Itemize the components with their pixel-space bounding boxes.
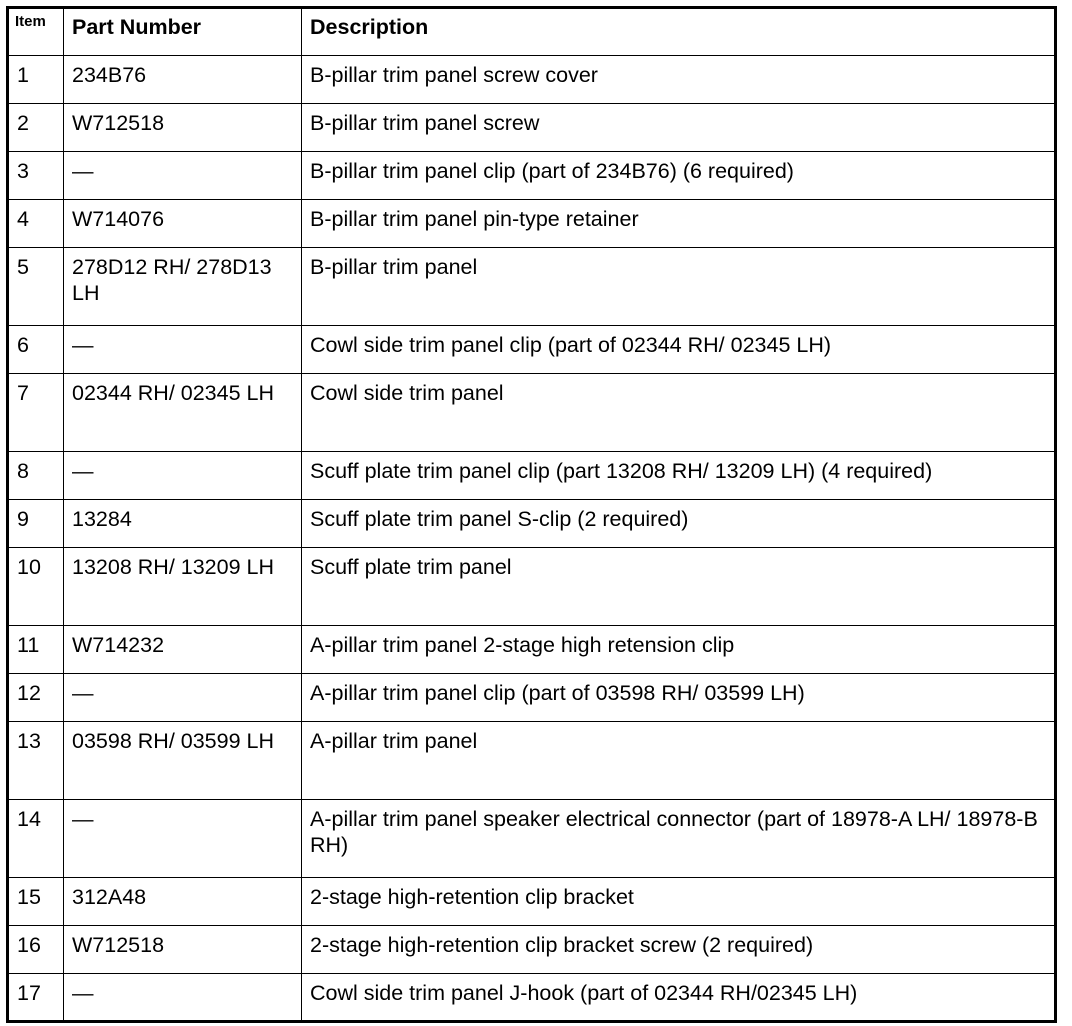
- part-number-cell: 312A48: [64, 878, 302, 926]
- table-row: [8, 200, 1056, 248]
- description-cell: B-pillar trim panel clip (part of 234B76) (6 required): [302, 152, 1056, 200]
- item-cell: 1: [8, 56, 64, 104]
- description-cell: A-pillar trim panel 2-stage high retension clip: [302, 626, 1056, 674]
- description-cell: B-pillar trim panel screw: [302, 104, 1056, 152]
- table-body: [8, 56, 1056, 1022]
- item-cell: 17: [8, 974, 64, 1022]
- table-row: [8, 722, 1056, 800]
- item-cell: 13: [8, 722, 64, 800]
- item-cell: 6: [8, 326, 64, 374]
- table-row: [8, 626, 1056, 674]
- part-number-cell: W712518: [64, 104, 302, 152]
- item-column-header: Item: [8, 8, 64, 56]
- header-row: [8, 8, 1056, 56]
- part-number-cell: —: [64, 326, 302, 374]
- table-row: [8, 926, 1056, 974]
- description-cell: B-pillar trim panel screw cover: [302, 56, 1056, 104]
- description-cell: A-pillar trim panel speaker electrical connector (part of 18978-A LH/ 18978-B RH): [302, 800, 1056, 878]
- part-number-cell: —: [64, 452, 302, 500]
- part-number-cell: 13284: [64, 500, 302, 548]
- item-cell: 7: [8, 374, 64, 452]
- part-number-column-header: Part Number: [64, 8, 302, 56]
- part-number-cell: 234B76: [64, 56, 302, 104]
- item-cell: 8: [8, 452, 64, 500]
- part-number-cell: W714076: [64, 200, 302, 248]
- table-row: [8, 56, 1056, 104]
- description-cell: 2-stage high-retention clip bracket screw (2 required): [302, 926, 1056, 974]
- table-row: [8, 248, 1056, 326]
- item-cell: 10: [8, 548, 64, 626]
- item-cell: 2: [8, 104, 64, 152]
- description-cell: A-pillar trim panel clip (part of 03598 RH/ 03599 LH): [302, 674, 1056, 722]
- table-row: [8, 548, 1056, 626]
- table-row: [8, 104, 1056, 152]
- table-row: [8, 974, 1056, 1022]
- item-cell: 12: [8, 674, 64, 722]
- description-cell: Cowl side trim panel clip (part of 02344 RH/ 02345 LH): [302, 326, 1056, 374]
- table-row: [8, 800, 1056, 878]
- item-cell: 5: [8, 248, 64, 326]
- table-row: [8, 878, 1056, 926]
- item-cell: 14: [8, 800, 64, 878]
- table-header: [8, 8, 1056, 56]
- description-cell: A-pillar trim panel: [302, 722, 1056, 800]
- part-number-cell: 278D12 RH/ 278D13 LH: [64, 248, 302, 326]
- description-cell: Cowl side trim panel J-hook (part of 02344 RH/02345 LH): [302, 974, 1056, 1022]
- table-row: [8, 152, 1056, 200]
- part-number-cell: W712518: [64, 926, 302, 974]
- description-cell: Scuff plate trim panel: [302, 548, 1056, 626]
- table-row: [8, 452, 1056, 500]
- item-cell: 15: [8, 878, 64, 926]
- part-number-cell: —: [64, 152, 302, 200]
- part-number-cell: —: [64, 674, 302, 722]
- part-number-cell: W714232: [64, 626, 302, 674]
- description-cell: B-pillar trim panel: [302, 248, 1056, 326]
- part-number-cell: —: [64, 800, 302, 878]
- parts-table: [6, 6, 1057, 1023]
- table-row: [8, 374, 1056, 452]
- table-row: [8, 674, 1056, 722]
- description-cell: 2-stage high-retention clip bracket: [302, 878, 1056, 926]
- description-cell: Scuff plate trim panel S-clip (2 required): [302, 500, 1056, 548]
- item-cell: 4: [8, 200, 64, 248]
- part-number-cell: —: [64, 974, 302, 1022]
- item-cell: 9: [8, 500, 64, 548]
- description-cell: Scuff plate trim panel clip (part 13208 RH/ 13209 LH) (4 required): [302, 452, 1056, 500]
- description-cell: B-pillar trim panel pin-type retainer: [302, 200, 1056, 248]
- item-cell: 16: [8, 926, 64, 974]
- table-row: [8, 500, 1056, 548]
- description-cell: Cowl side trim panel: [302, 374, 1056, 452]
- table-row: [8, 326, 1056, 374]
- item-cell: 11: [8, 626, 64, 674]
- part-number-cell: 02344 RH/ 02345 LH: [64, 374, 302, 452]
- part-number-cell: 03598 RH/ 03599 LH: [64, 722, 302, 800]
- description-column-header: Description: [302, 8, 1056, 56]
- part-number-cell: 13208 RH/ 13209 LH: [64, 548, 302, 626]
- item-cell: 3: [8, 152, 64, 200]
